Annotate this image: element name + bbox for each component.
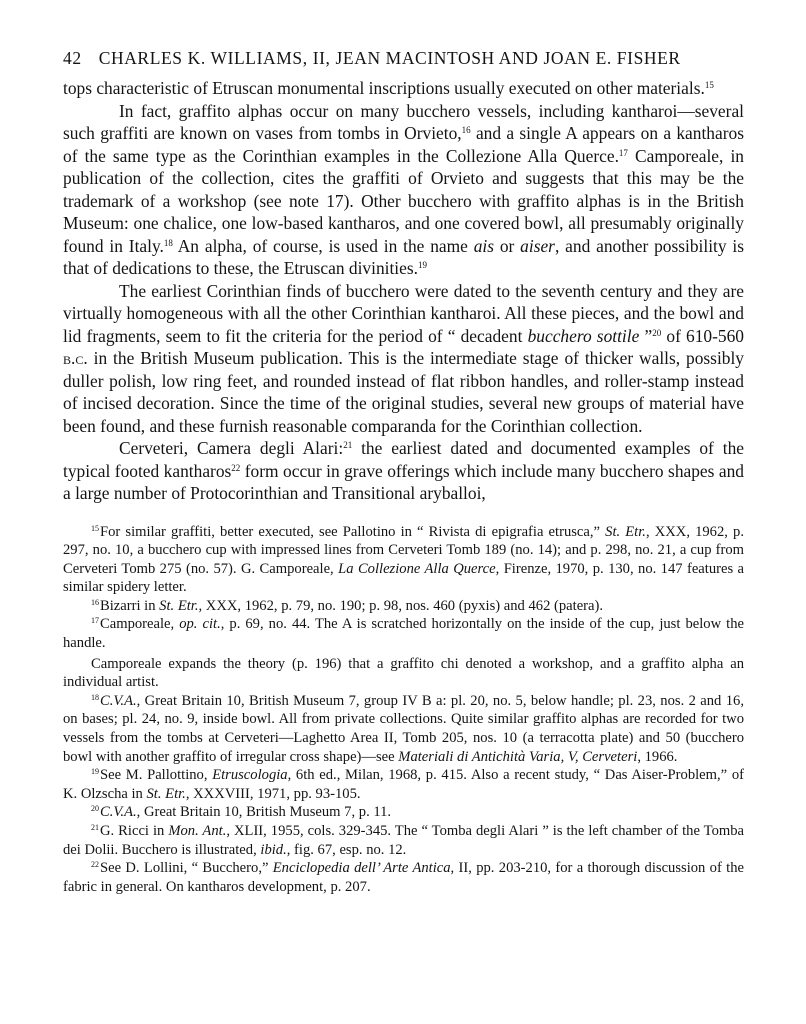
- footnote-15: $^{15}$For similar graffiti, better executed, see Pallotino in “ Rivista di epigrafia etrusca,” St. Etr., XXX, 1962, p. 297, no. 10, a bucchero cup with impressed lines from Cerveteri Tomb 189 (no. 14); and p. 298, no. 21, a cup from Cerveteri Tomb 275 (no. 57). G. Camporeale, La Collezione Alla Querce, Firenze, 1970, p. 130, no. 147 features a similar spidery letter.: [63, 523, 745, 596]
- footnote-ref-16[interactable]: 16: [461, 125, 471, 135]
- paragraph-2: In fact, graffito alphas occur on many bucchero vessels, including kantharoi—several such graffiti are known on vases from tombs in Orvieto,$^{16}$ and a single A appears on a kantharos of the same type as the Corinthian examples in the Collezione Alla Querce.$^{17}$ Camporeale, in publication of the collection, cites the graffiti of Orvieto and suggests that this may be the trademark of a workshop (see note 17). Other bucchero with graffito alphas is in the British Museum: one chalice, one low-based kantharos, and one covered bowl, all presumably originally found in Italy.$^{18}$ An alpha, of course, is used in the name ais or aiser, and another possibility is that of dedications to these, the Etruscan divinities.$^{19}$: [63, 100, 744, 278]
- footnote-ref-18[interactable]: 18: [163, 237, 173, 248]
- footnote-21: $^{21}$G. Ricci in Mon. Ant., XLII, 1955, cols. 329-345. The “ Tomba degli Alari ” is the left chamber of the Tomba dei Dolii. Bucchero is illustrated, ibid., fig. 67, esp. no. 12.: [63, 823, 744, 858]
- paragraph-1: tops characteristic of Etruscan monumental inscriptions usually executed on other materials.$^{15}$: [63, 78, 714, 98]
- footnote-ref-22[interactable]: 22: [231, 462, 241, 473]
- footnote-ref-21[interactable]: 21: [343, 440, 353, 450]
- footnote-20: $^{20}$C.V.A., Great Britain 10, British Museum 7, p. 11.: [91, 804, 392, 821]
- footnote-ref-15[interactable]: 15: [704, 80, 714, 90]
- footnote-22: $^{22}$See D. Lollini, “ Bucchero,” Enciclopedia dell’ Arte Antica, II, pp. 203-210, for a thorough discussion of the fabric in general. On kantharos development, p. 207.: [63, 860, 744, 895]
- paragraph-3: The earliest Corinthian finds of bucchero were dated to the seventh century and they are virtually homogeneous with all the other Corinthian kantharoi. All these pieces, and the bowl and lid fragments, seem to fit the criteria for the period of “ decadent bucchero sottile ”$^{20}$ of 610-560 b.c. in the British Museum publication. This is the intermediate stage of thicker walls, possibly duller polish, low ring feet, and rounded instead of flat ribbon handles, and roller-stamp instead of incised decoration. Since the time of the original studies, several new groups of material have been found, and these furnish reasonable comparanda for the Corinthian collection.: [63, 280, 745, 436]
- footnotes: [63, 523, 744, 897]
- running-header: [63, 48, 744, 69]
- body-text: [63, 77, 744, 505]
- footnote-17: $^{17}$Camporeale, op. cit., p. 69, no. 44. The A is scratched horizontally on the inside of the cup, just below the handle.: [63, 616, 744, 652]
- footnote-ref-17[interactable]: 17: [618, 147, 628, 158]
- footnote-18: $^{18}$C.V.A., Great Britain 10, British Museum 7, group IV B a: pl. 20, no. 5, below handle; pl. 23, nos. 2 and 16, on bases; pl. 24, no. 9, inside bowl. All from private collections. Quite similar graffito alphas are recorded for two vessels from the tombs at Cerveteri—Laghetto Area II, Tomb 205, nos. 10 (a terracotta plate) and 50 (bucchero bowl with another graffito of irregular cross shape)—see Materiali di Antichità Varia, V, Cerveteri, 1966.: [63, 692, 744, 765]
- paragraph-4: Cerveteri, Camera degli Alari:$^{21}$ the earliest dated and documented examples of the typical footed kantharos$^{22}$ form occur in grave offerings which include many bucchero shapes and a large number of Protocorinthian and Transitional aryballoi,: [63, 438, 744, 503]
- footnote-17-continued: Camporeale expands the theory (p. 196) that a graffito chi denoted a workshop, and a graffito alpha an individual artist.: [63, 655, 744, 691]
- header-authors: CHARLES K. WILLIAMS, II, JEAN MACINTOSH AND JOAN E. FISHER: [98, 48, 681, 68]
- footnote-19: $^{19}$See M. Pallottino, Etruscologia, 6th ed., Milan, 1968, p. 415. Also a recent study, “ Das Aiser-Problem,” of K. Olzscha in St. Etr., XXXVIII, 1971, pp. 93-105.: [63, 767, 744, 802]
- footnote-ref-19[interactable]: 19: [417, 260, 427, 270]
- footnote-16: $^{16}$Bizarri in St. Etr., XXX, 1962, p. 79, no. 190; p. 98, nos. 460 (pyxis) and 462 (patera).: [91, 597, 604, 614]
- page-number: 42: [63, 48, 82, 68]
- footnote-ref-20[interactable]: 20: [652, 327, 662, 338]
- page: [63, 48, 744, 896]
